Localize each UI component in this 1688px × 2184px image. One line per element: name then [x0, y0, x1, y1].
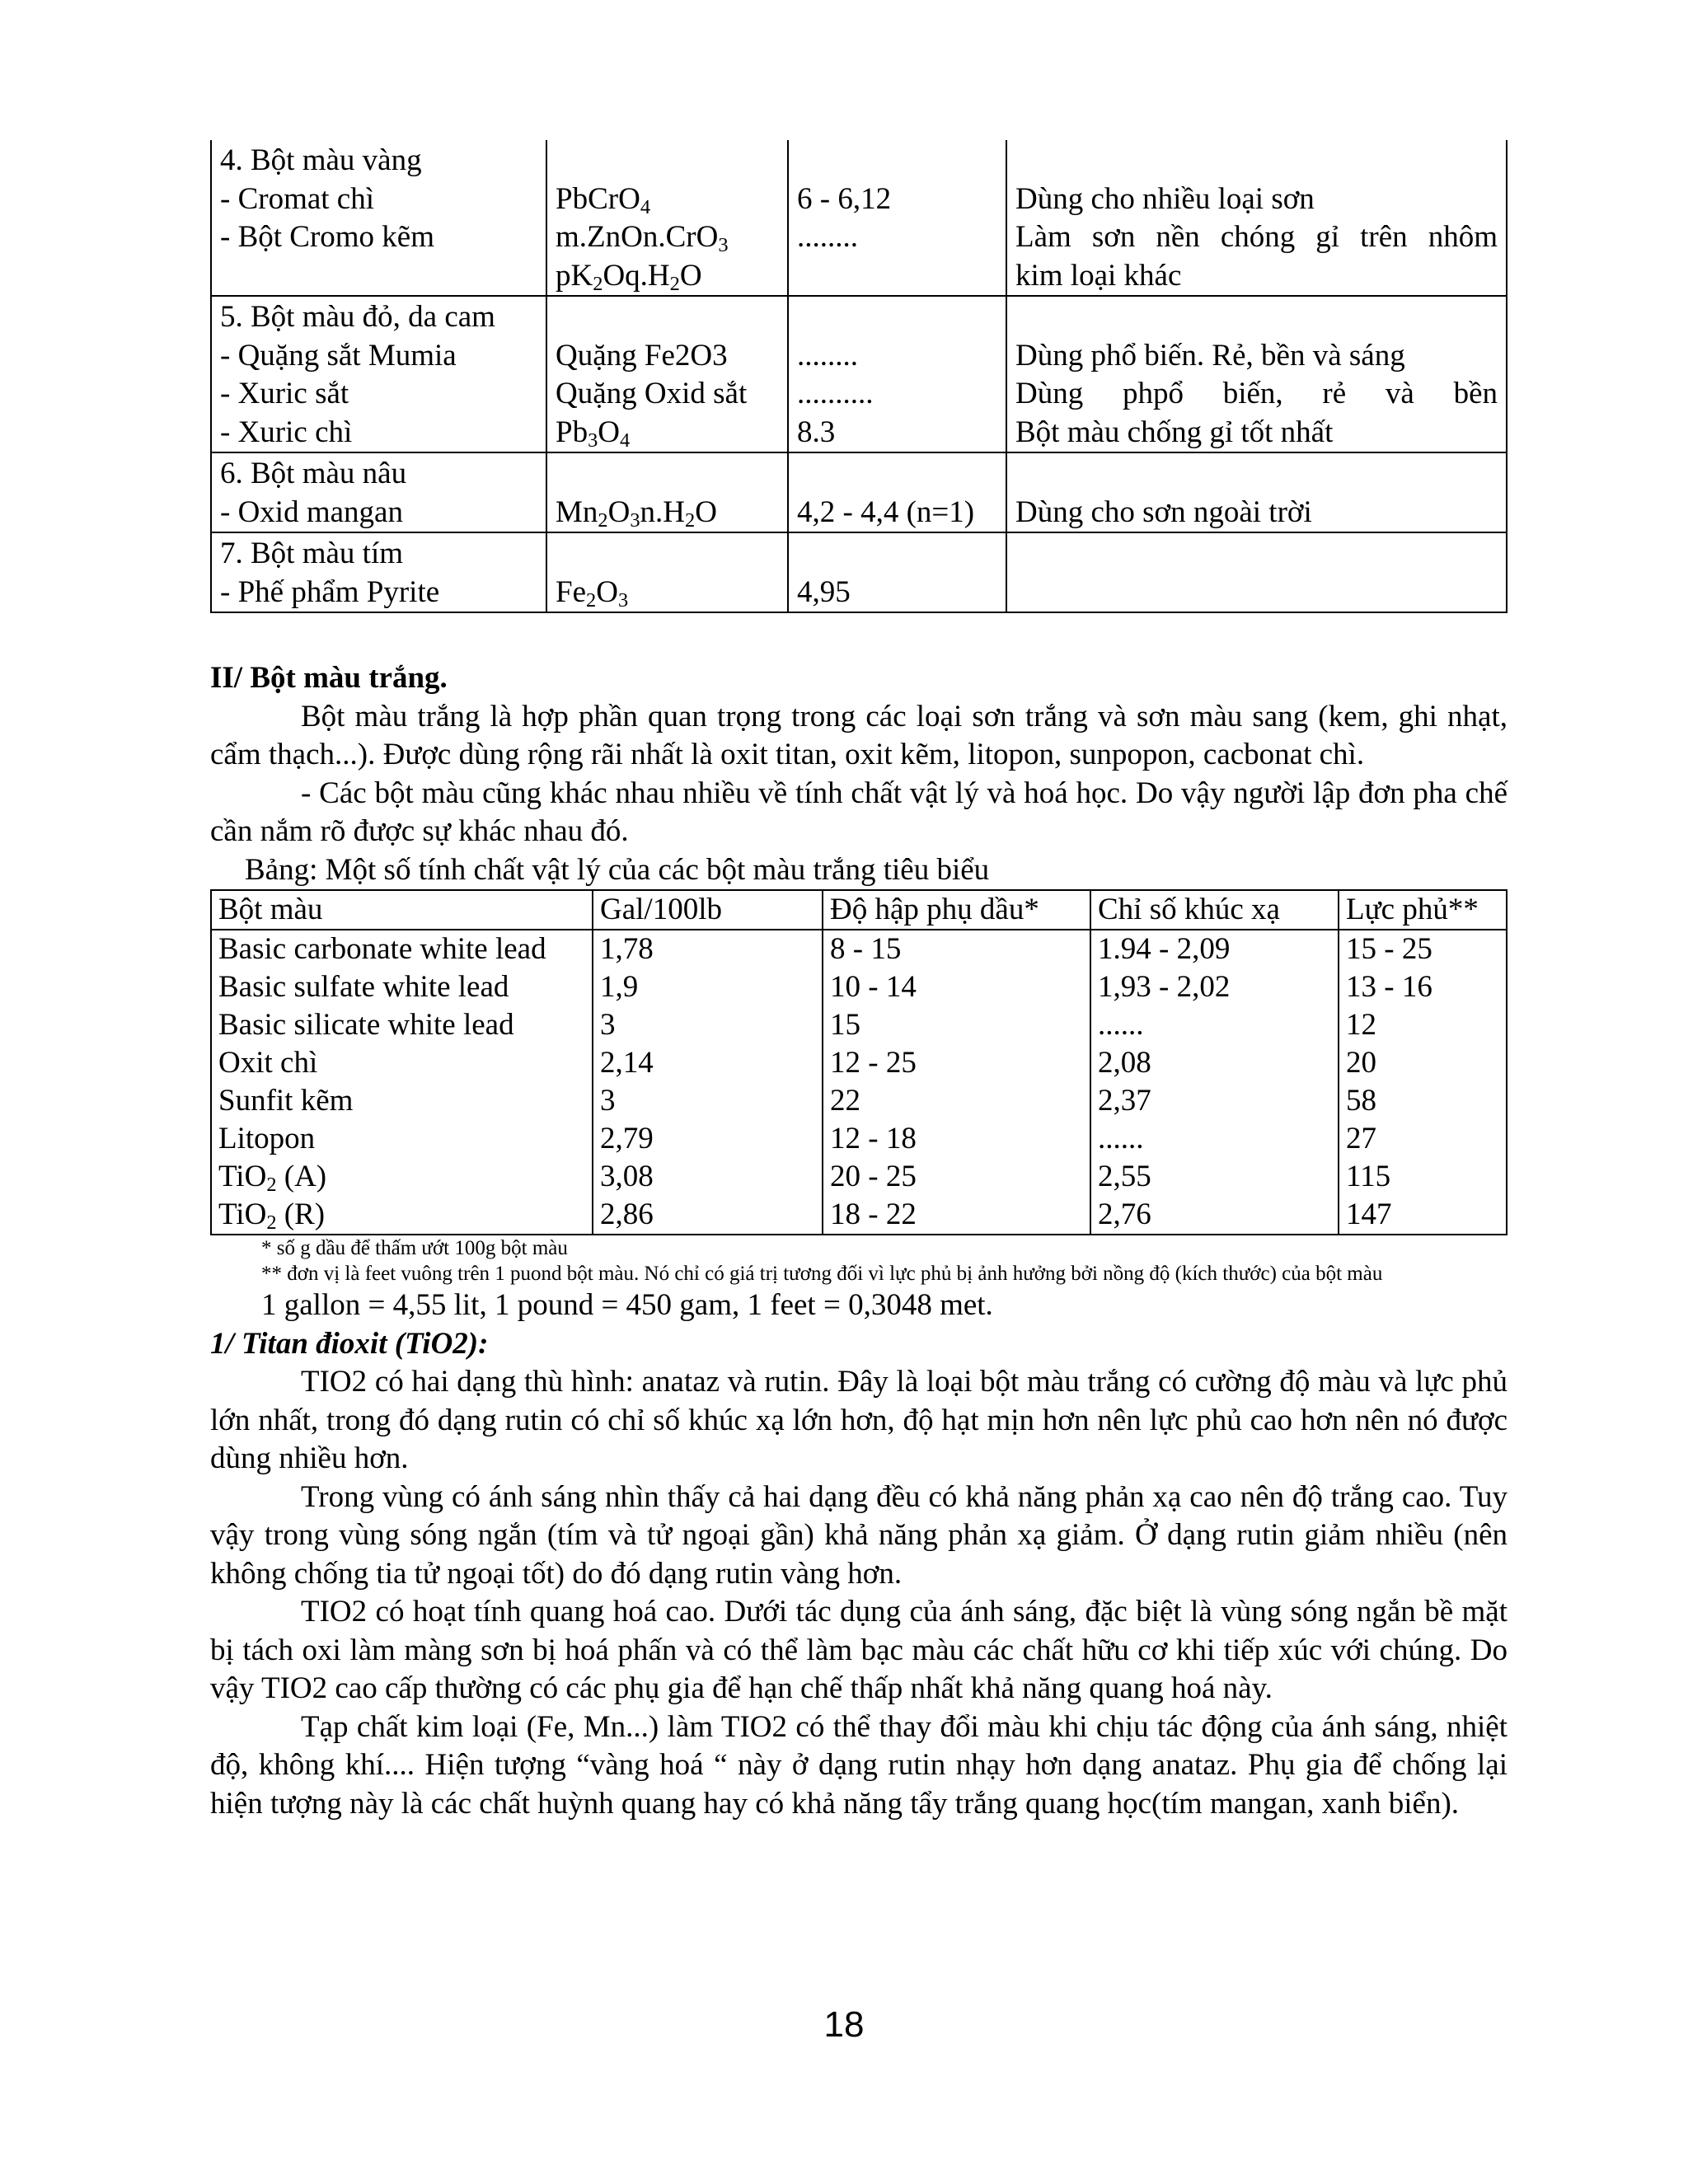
formula-line: Quặng Fe2O3	[556, 338, 728, 373]
column-header: Gal/100lb	[593, 890, 823, 930]
cell-value: 1,9	[600, 970, 639, 1004]
cell-line: ..........	[797, 377, 874, 410]
cell-value: 27	[1346, 1122, 1376, 1155]
cell-value: 2,79	[600, 1122, 654, 1155]
cell-value: 15	[830, 1008, 860, 1042]
cell-line: 4. Bột màu vàng	[220, 143, 422, 177]
cell-value: 13 - 16	[1346, 970, 1432, 1004]
cell-value: 2,08	[1098, 1046, 1151, 1080]
formula-line: $Fe_2O_3$	[556, 574, 629, 612]
cell-line	[1015, 142, 1498, 180]
cell-value: 12 - 18	[830, 1122, 917, 1155]
cell-line: 8.3	[797, 415, 836, 449]
cell-line: - Xuric chì	[220, 415, 353, 449]
formula-line: m.ZnOn.CrO$_3$	[556, 220, 729, 257]
cell-line: - Phế phẩm Pyrite	[220, 574, 440, 609]
cell-value: 2,14	[600, 1046, 654, 1080]
cell-value: 1.94 - 2,09	[1098, 932, 1231, 966]
formula-line: $Mn_2O_3n.H_2O$	[556, 494, 717, 532]
unit-conversion: 1 gallon = 4,55 lit, 1 pound = 450 gam, 1 feet = 0,3048 met.	[261, 1288, 993, 1322]
footnote: ** đơn vị là feet vuông trên 1 puond bột màu. Nó chỉ có giá trị tương đối vì lực phủ bị ảnh hưởng bởi nồng độ (kích thước) của bột màu	[261, 1263, 1383, 1285]
column-header: Chỉ số khúc xạ	[1090, 890, 1339, 930]
cell-value: 3	[600, 1008, 616, 1042]
pigment-table	[210, 140, 1507, 613]
cell-value: ......	[1098, 1008, 1144, 1042]
paragraph: Tạp chất kim loại (Fe, Mn...) làm TIO2 có thể thay đổi màu khi chịu tác động của ánh sáng, nhiệt độ, không khí.... Hiện tượng “vàng hoá “ này ở dạng rutin nhạy hơn dạng anataz. Phụ gia để chống lại hiện tượng này là các chất huỳnh quang hay có khả năng tẩy trắng quang học(tím mangan, xanh biển).	[210, 1709, 1507, 1821]
table-row	[211, 532, 1507, 612]
cell-line: - Quặng sắt Mumia	[220, 338, 457, 373]
column-header: Độ hập phụ dầu*	[823, 890, 1090, 930]
table-row	[211, 452, 1507, 532]
cell-value: 58	[1346, 1084, 1376, 1118]
cell-line: 6. Bột màu nâu	[220, 457, 407, 490]
cell-line: Dùng cho sơn ngoài trời	[1015, 494, 1312, 529]
cell-line	[797, 257, 997, 296]
document-page	[210, 140, 1507, 1823]
formula-line: $Pb_3O_4$	[556, 415, 631, 452]
formula-cell	[546, 532, 788, 612]
oil-absorption-cell	[823, 930, 1090, 1235]
white-pigment-table	[210, 889, 1507, 1235]
cell-value: 12	[1346, 1008, 1376, 1042]
column-header: Bột màu	[211, 890, 593, 930]
pigment-name: Basic sulfate white lead	[218, 970, 509, 1004]
table-caption: Bảng: Một số tính chất vật lý của các bột màu trắng tiêu biểu	[245, 852, 990, 887]
cell-value: 15 - 25	[1346, 932, 1432, 966]
cell-line: 5. Bột màu đỏ, da cam	[220, 300, 495, 334]
value-cell	[788, 140, 1006, 296]
cell-line: Dùng cho nhiều loại sơn	[1015, 181, 1315, 216]
cell-line	[797, 455, 997, 494]
cell-line: - Bột Cromo kẽm	[220, 220, 435, 254]
footnote: * số g dầu để thấm ướt 100g bột màu	[261, 1237, 568, 1259]
cell-line	[797, 298, 997, 337]
table-notes	[210, 1235, 1507, 1286]
cell-value: 18 - 22	[830, 1197, 917, 1231]
cell-value: 2,37	[1098, 1084, 1151, 1118]
pigment-name: Oxit chì	[218, 1046, 318, 1080]
cell-value: 2,86	[600, 1197, 654, 1231]
cell-line: Dùng phổ biến. Rẻ, bền và sáng	[1015, 338, 1405, 373]
value-cell	[788, 532, 1006, 612]
cell-line	[797, 535, 997, 574]
cell-line: Bột màu chống gỉ tốt nhất	[1015, 415, 1334, 449]
table-row	[211, 140, 1507, 296]
cell-line	[1015, 574, 1498, 612]
cell-value: 22	[830, 1084, 860, 1118]
usage-cell	[1006, 140, 1507, 296]
value-cell	[788, 296, 1006, 452]
cell-line: Dùng phpổ biến, rẻ và bền	[1015, 377, 1498, 410]
paragraph: Trong vùng có ánh sáng nhìn thấy cả hai dạng đều có khả năng phản xạ cao nên độ trắng cao. Tuy vậy trong vùng sóng ngắn (tím và tử ngoại gần) khả năng phản xạ giảm. Ở dạng rutin giảm nhiều (nên không chống tia tử ngoại tốt) do đó dạng rutin vàng hơn.	[210, 1479, 1507, 1591]
table-header-row	[211, 890, 1507, 930]
pigment-name: TiO$_2$ (R)	[218, 1197, 326, 1235]
pigment-group-cell	[211, 532, 546, 612]
cell-line	[220, 257, 537, 296]
cell-value: 3,08	[600, 1160, 654, 1193]
gal-cell	[593, 930, 823, 1235]
formula-line	[556, 455, 779, 494]
pigment-name: Basic carbonate white lead	[218, 932, 546, 966]
paragraph: - Các bột màu cũng khác nhau nhiều về tính chất vật lý và hoá học. Do vậy người lập đơn pha chế cần nắm rõ được sự khác nhau đó.	[210, 776, 1507, 848]
cell-line: - Cromat chì	[220, 181, 375, 216]
cell-value: 20 - 25	[830, 1160, 917, 1193]
cell-line: 7. Bột màu tím	[220, 537, 403, 570]
cell-value: 147	[1346, 1197, 1392, 1231]
pigment-group-cell	[211, 452, 546, 532]
cell-line: ........	[797, 220, 858, 254]
cell-value: 2,55	[1098, 1160, 1151, 1193]
pigment-name: Sunfit kẽm	[218, 1084, 354, 1118]
paragraph: TIO2 có hoạt tính quang hoá cao. Dưới tác dụng của ánh sáng, đặc biệt là vùng sóng ngắn bề mặt bị tách oxi làm màng sơn bị hoá phấn và có thể làm bạc màu các chất hữu cơ khi tiếp xúc với chúng. Do vậy TIO2 cao cấp thường có các phụ gia để hạn chế thấp nhất khả năng quang hoá này.	[210, 1595, 1507, 1705]
formula-cell	[546, 452, 788, 532]
refractive-index-cell	[1090, 930, 1339, 1235]
usage-cell	[1006, 532, 1507, 612]
paragraph: TIO2 có hai dạng thù hình: anataz và rutin. Đây là loại bột màu trắng có cường độ màu và lực phủ lớn nhất, trong đó dạng rutin có chỉ số khúc xạ lớn hơn, độ hạt mịn hơn nên lực phủ cao hơn nên nó được dùng nhiều hơn.	[210, 1365, 1507, 1475]
table-row	[211, 296, 1507, 452]
table-row	[211, 930, 1507, 1235]
cell-value: 2,76	[1098, 1197, 1151, 1231]
value-cell	[788, 452, 1006, 532]
cell-line: 4,2 - 4,4 (n=1)	[797, 494, 975, 529]
cell-value: ......	[1098, 1122, 1144, 1155]
cell-line: - Oxid mangan	[220, 494, 403, 529]
formula-line	[556, 142, 779, 180]
cell-line	[1015, 535, 1498, 574]
paragraph: Bột màu trắng là hợp phần quan trọng trong các loại sơn trắng và sơn màu sang (kem, ghi nhạt, cẩm thạch...). Được dùng rộng rãi nhất là oxit titan, oxit kẽm, litopon, sunpopon, cacbonat chì.	[210, 699, 1507, 771]
cell-line: Làm sơn nền chóng gỉ trên nhôm	[1015, 220, 1498, 254]
pigment-name-cell	[211, 930, 593, 1235]
section-titan-title: 1/ Titan đioxit (TiO2):	[210, 1326, 489, 1361]
formula-line	[556, 535, 779, 574]
formula-cell	[546, 140, 788, 296]
usage-cell	[1006, 452, 1507, 532]
section-white-pigment-title: II/ Bột màu trắng.	[210, 661, 448, 695]
formula-cell	[546, 296, 788, 452]
cell-line: kim loại khác	[1015, 258, 1182, 293]
usage-cell	[1006, 296, 1507, 452]
cell-line: 6 - 6,12	[797, 181, 892, 216]
pigment-group-cell	[211, 140, 546, 296]
pigment-name: Basic silicate white lead	[218, 1008, 514, 1042]
cell-value: 1,93 - 2,02	[1098, 970, 1231, 1004]
cell-line	[1015, 298, 1498, 337]
cell-value: 3	[600, 1084, 616, 1118]
pigment-group-cell	[211, 296, 546, 452]
cell-value: 20	[1346, 1046, 1376, 1080]
cell-line: ........	[797, 338, 858, 373]
cell-value: 10 - 14	[830, 970, 917, 1004]
pigment-name: TiO$_2$ (A)	[218, 1160, 327, 1197]
cell-line: 4,95	[797, 574, 851, 609]
formula-line: $pK_2Oq.H_2O$	[556, 258, 702, 295]
pigment-name: Litopon	[218, 1122, 316, 1155]
cell-line: - Xuric sắt	[220, 377, 349, 410]
formula-line: Quặng Oxid sắt	[556, 377, 748, 410]
hiding-power-cell	[1339, 930, 1507, 1235]
formula-line: PbCrO$_4$	[556, 181, 651, 218]
cell-value: 12 - 25	[830, 1046, 917, 1080]
cell-value: 8 - 15	[830, 932, 902, 966]
cell-value: 1,78	[600, 932, 654, 966]
page-number: 18	[823, 2004, 865, 2045]
cell-value: 115	[1346, 1160, 1391, 1193]
cell-line	[797, 142, 997, 180]
column-header: Lực phủ**	[1339, 890, 1507, 930]
cell-line	[1015, 455, 1498, 494]
formula-line	[556, 298, 779, 337]
